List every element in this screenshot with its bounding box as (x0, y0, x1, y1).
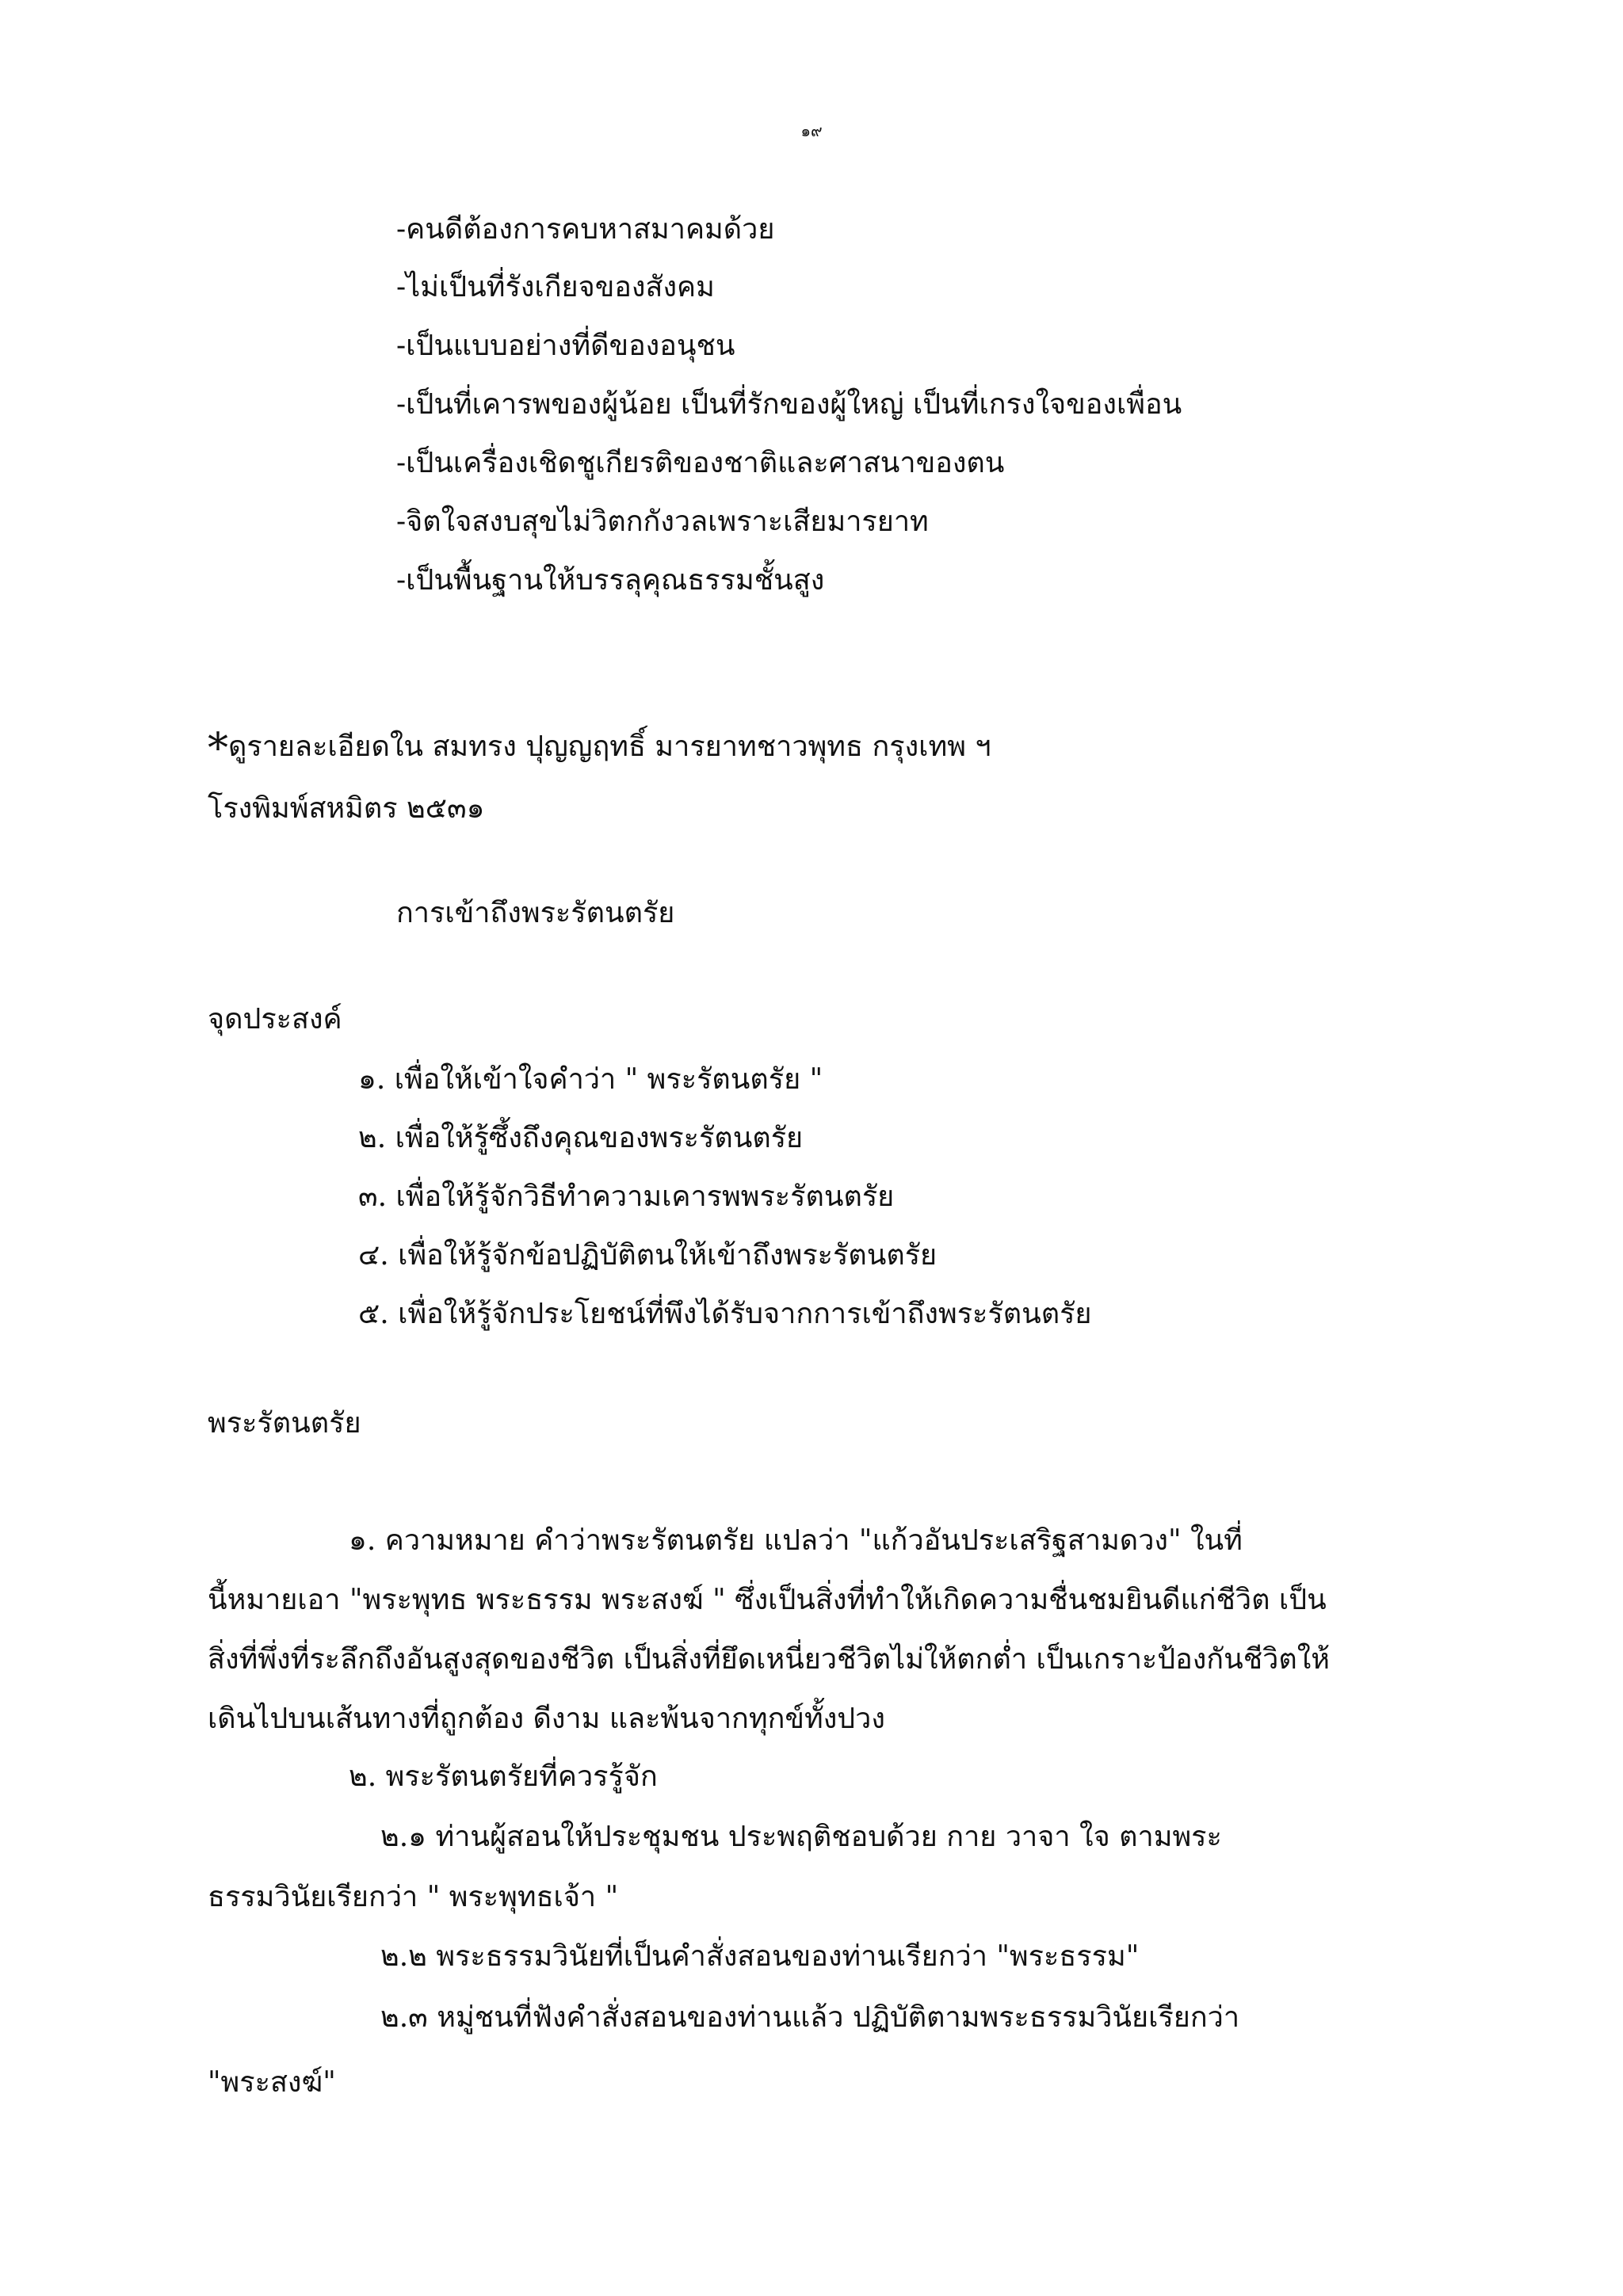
triple-gem-heading: พระรัตนตรัย (208, 1407, 361, 1440)
list-item: -เป็นเครื่องเชิดชูเกียรติของชาติและศาสนาของตน (396, 447, 1005, 479)
objective-item: ๔. เพื่อให้รู้จักข้อปฏิบัติตนให้เข้าถึงพระรัตนตรัย (358, 1239, 938, 1272)
item-2-1-line-2: ธรรมวินัยเรียกว่า " พระพุทธเจ้า " (208, 1881, 619, 1913)
know-heading: ๒. พระรัตนตรัยที่ควรรู้จัก (349, 1760, 658, 1793)
list-item: -เป็นที่เคารพของผู้น้อย เป็นที่รักของผู้ใหญ่ เป็นที่เกรงใจของเพื่อน (396, 388, 1182, 421)
list-item: -คนดีต้องการคบหาสมาคมด้วย (396, 213, 775, 246)
footnote-line-2: โรงพิมพ์สหมิตร ๒๕๓๑ (208, 792, 485, 825)
list-item: -ไม่เป็นที่รังเกียจของสังคม (396, 271, 715, 303)
footnote-citation: ดูรายละเอียดใน สมทรง ปุญญฤทธิ์ มารยาทชาวพุทธ กรุงเทพ ฯ (228, 730, 991, 763)
objectives-heading: จุดประสงค์ (208, 1003, 342, 1035)
objective-item: ๑. เพื่อให้เข้าใจคำว่า " พระรัตนตรัย " (358, 1063, 823, 1096)
list-item: -จิตใจสงบสุขไม่วิตกกังวลเพราะเสียมารยาท (396, 505, 929, 538)
item-2-3-line-1: ๒.๓ หมู่ชนที่ฟังคำสั่งสอนของท่านแล้ว ปฏิบัติตามพระธรรมวินัยเรียกว่า (380, 2001, 1240, 2034)
objective-item: ๓. เพื่อให้รู้จักวิธีทำความเคารพพระรัตนตรัย (358, 1180, 895, 1213)
page-number: ๑๙ (800, 121, 823, 140)
objective-item: ๕. เพื่อให้รู้จักประโยชน์ที่พึงได้รับจากการเข้าถึงพระรัตนตรัย (358, 1298, 1092, 1330)
item-2-3-line-2: "พระสงฆ์" (208, 2066, 336, 2099)
meaning-paragraph-line: เดินไปบนเส้นทางที่ถูกต้อง ดีงาม และพ้นจากทุกข์ทั้งปวง (208, 1703, 885, 1735)
section-title: การเข้าถึงพระรัตนตรัย (396, 897, 675, 929)
footnote-line-1 (208, 725, 991, 772)
meaning-paragraph-line: ๑. ความหมาย คำว่าพระรัตนตรัย แปลว่า "แก้วอันประเสริฐสามดวง" ในที่ (349, 1524, 1243, 1557)
meaning-paragraph-line: สิ่งที่พึ่งที่ระลึกถึงอันสูงสุดของชีวิต เป็นสิ่งที่ยึดเหนี่ยวชีวิตไม่ให้ตกต่ำ เป็นเกราะป้องกันชีวิตให้ (208, 1643, 1331, 1676)
list-item: -เป็นพื้นฐานให้บรรลุคุณธรรมชั้นสูง (396, 564, 825, 597)
footnote-marker: * (208, 725, 228, 772)
meaning-paragraph-line: นี้หมายเอา "พระพุทธ พระธรรม พระสงฆ์ " ซึ่งเป็นสิ่งที่ทำให้เกิดความชื่นชมยินดีแก่ชีวิต เป็น (208, 1584, 1327, 1616)
objective-item: ๒. เพื่อให้รู้ซึ้งถึงคุณของพระรัตนตรัย (358, 1122, 804, 1154)
item-2-1-line-1: ๒.๑ ท่านผู้สอนให้ประชุมชน ประพฤติชอบด้วย กาย วาจา ใจ ตามพระ (380, 1821, 1222, 1853)
item-2-2: ๒.๒ พระธรรมวินัยที่เป็นคำสั่งสอนของท่านเรียกว่า "พระธรรม" (380, 1940, 1140, 1973)
list-item: -เป็นแบบอย่างที่ดีของอนุชน (396, 330, 735, 362)
